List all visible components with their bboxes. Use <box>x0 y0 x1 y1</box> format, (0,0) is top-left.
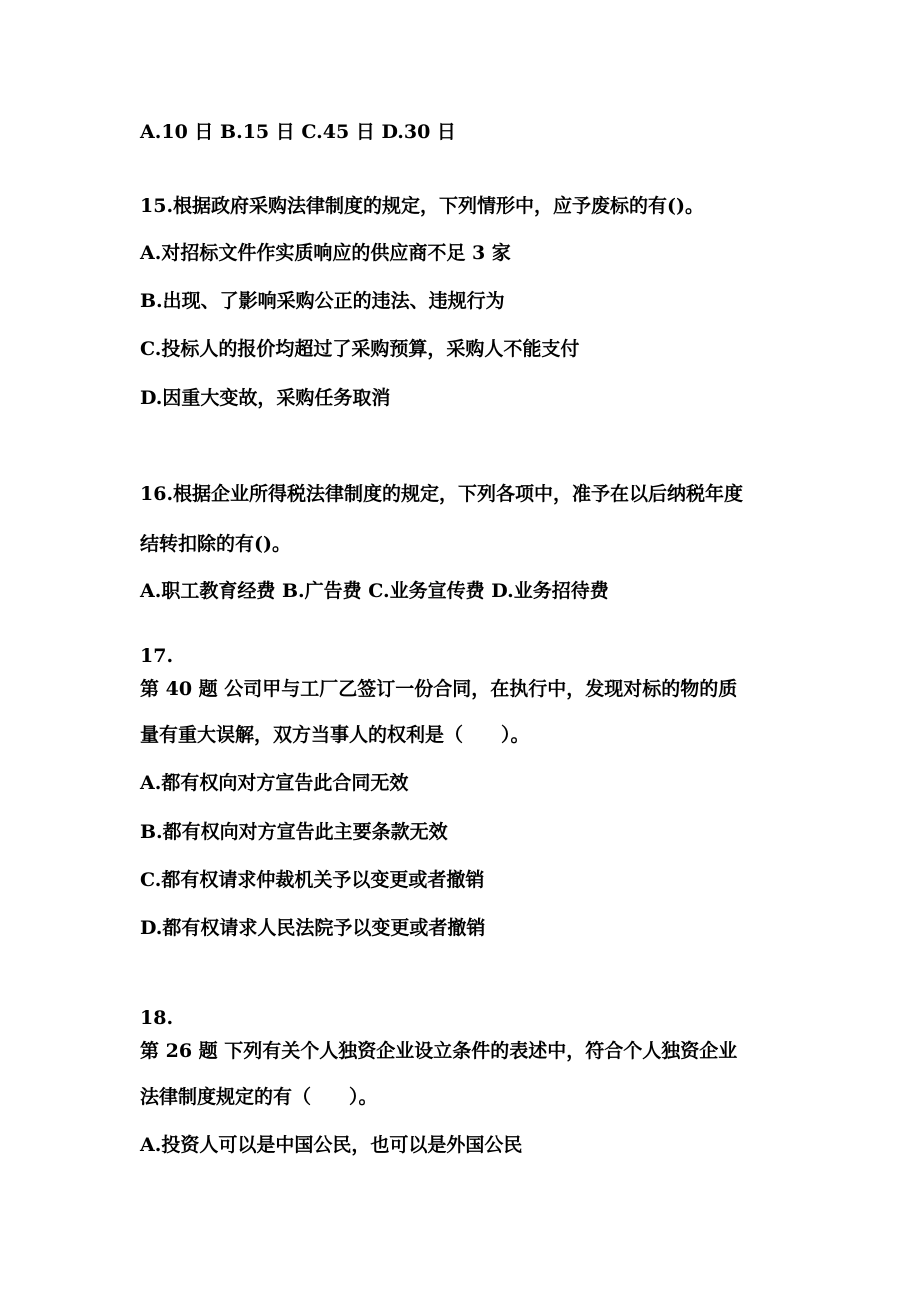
q17-number: 17. <box>140 645 174 667</box>
q18-stem-line2: 法律制度规定的有（ ）。 <box>140 1086 378 1108</box>
q17-stem-line2: 量有重大误解，双方当事人的权利是（ ）。 <box>140 724 530 746</box>
q15-option-d: D.因重大变故，采购任务取消 <box>140 387 391 409</box>
q14-options: A.10 日 B.15 日 C.45 日 D.30 日 <box>140 121 456 143</box>
q17-option-a: A.都有权向对方宣告此合同无效 <box>140 772 409 794</box>
q18-stem-line1: 第 26 题 下列有关个人独资企业设立条件的表述中，符合个人独资企业 <box>140 1040 738 1062</box>
q16-options: A.职工教育经费 B.广告费 C.业务宣传费 D.业务招待费 <box>140 580 609 602</box>
q17-option-d: D.都有权请求人民法院予以变更或者撤销 <box>140 917 486 939</box>
q18-number: 18. <box>140 1007 174 1029</box>
q17-option-b: B.都有权向对方宣告此主要条款无效 <box>140 821 448 843</box>
q15-option-b: B.出现、了影响采购公正的违法、违规行为 <box>140 290 505 312</box>
q16-stem-line2: 结转扣除的有()。 <box>140 533 291 555</box>
q17-option-c: C.都有权请求仲裁机关予以变更或者撤销 <box>140 869 485 891</box>
q15-stem: 15.根据政府采购法律制度的规定，下列情形中，应予废标的有()。 <box>140 195 705 217</box>
q15-option-a: A.对招标文件作实质响应的供应商不足 3 家 <box>140 242 511 264</box>
q18-option-a: A.投资人可以是中国公民，也可以是外国公民 <box>140 1134 523 1156</box>
q16-stem-line1: 16.根据企业所得税法律制度的规定，下列各项中，准予在以后纳税年度 <box>140 483 744 505</box>
q15-option-c: C.投标人的报价均超过了采购预算，采购人不能支付 <box>140 338 580 360</box>
q17-stem-line1: 第 40 题 公司甲与工厂乙签订一份合同，在执行中，发现对标的物的质 <box>140 678 738 700</box>
